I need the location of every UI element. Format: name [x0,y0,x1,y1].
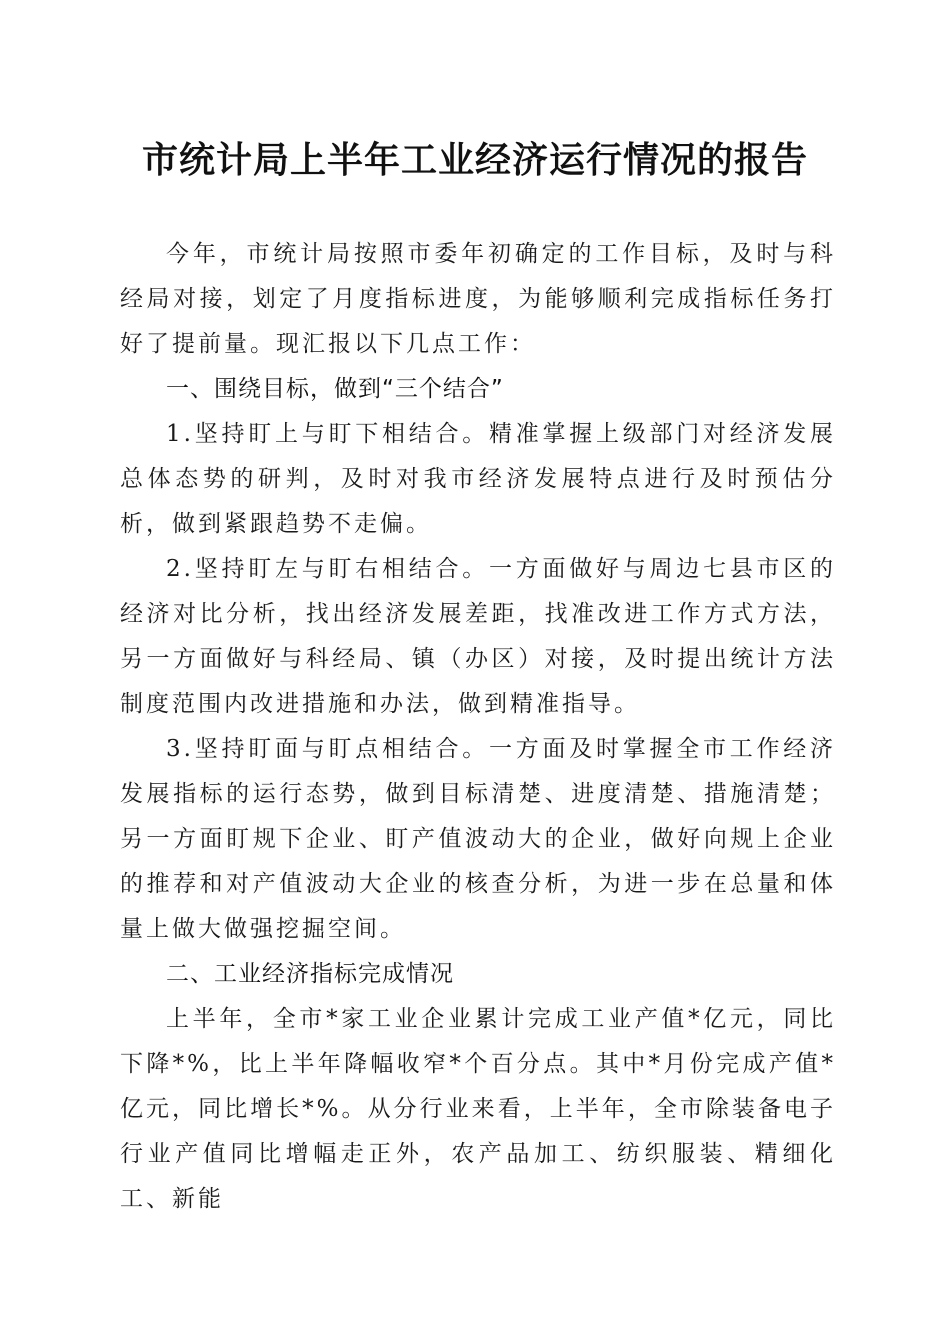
list-item: 2.坚持盯左与盯右相结合。一方面做好与周边七县市区的经济对比分析，找出经济发展差距，找准改进工作方式方法，另一方面做好与科经局、镇（办区）对接，及时提出统计方法制度范围内改进措施和办法，做到精准指导。 [120,556,836,717]
intro-paragraph: 今年，市统计局按照市委年初确定的工作目标，及时与科经局对接，划定了月度指标进度，为能够顺利完成指标任务打好了提前量。现汇报以下几点工作： [120,241,836,357]
section-heading-2: 二、工业经济指标完成情况 [166,961,454,987]
list-item: 1.坚持盯上与盯下相结合。精准掌握上级部门对经济发展总体态势的研判，及时对我市经济发展特点进行及时预估分析，做到紧跟趋势不走偏。 [120,421,836,537]
section2-paragraph: 上半年，全市*家工业企业累计完成工业产值*亿元，同比下降*%，比上半年降幅收窄*个百分点。其中*月份完成产值*亿元，同比增长*%。从分行业来看，上半年，全市除装备电子行业产值同比增幅走正外，农产品加工、纺织服装、精细化工、新能 [120,1006,836,1212]
section-heading-1: 一、围绕目标，做到“三个结合” [166,376,504,402]
list-item: 3.坚持盯面与盯点相结合。一方面及时掌握全市工作经济发展指标的运行态势，做到目标清楚、进度清楚、措施清楚；另一方面盯规下企业、盯产值波动大的企业，做好向规上企业的推荐和对产值波动大企业的核查分析，为进一步在总量和体量上做大做强挖掘空间。 [120,736,836,942]
document-body [120,232,836,1222]
document-title: 市统计局上半年工业经济运行情况的报告 [141,139,808,181]
